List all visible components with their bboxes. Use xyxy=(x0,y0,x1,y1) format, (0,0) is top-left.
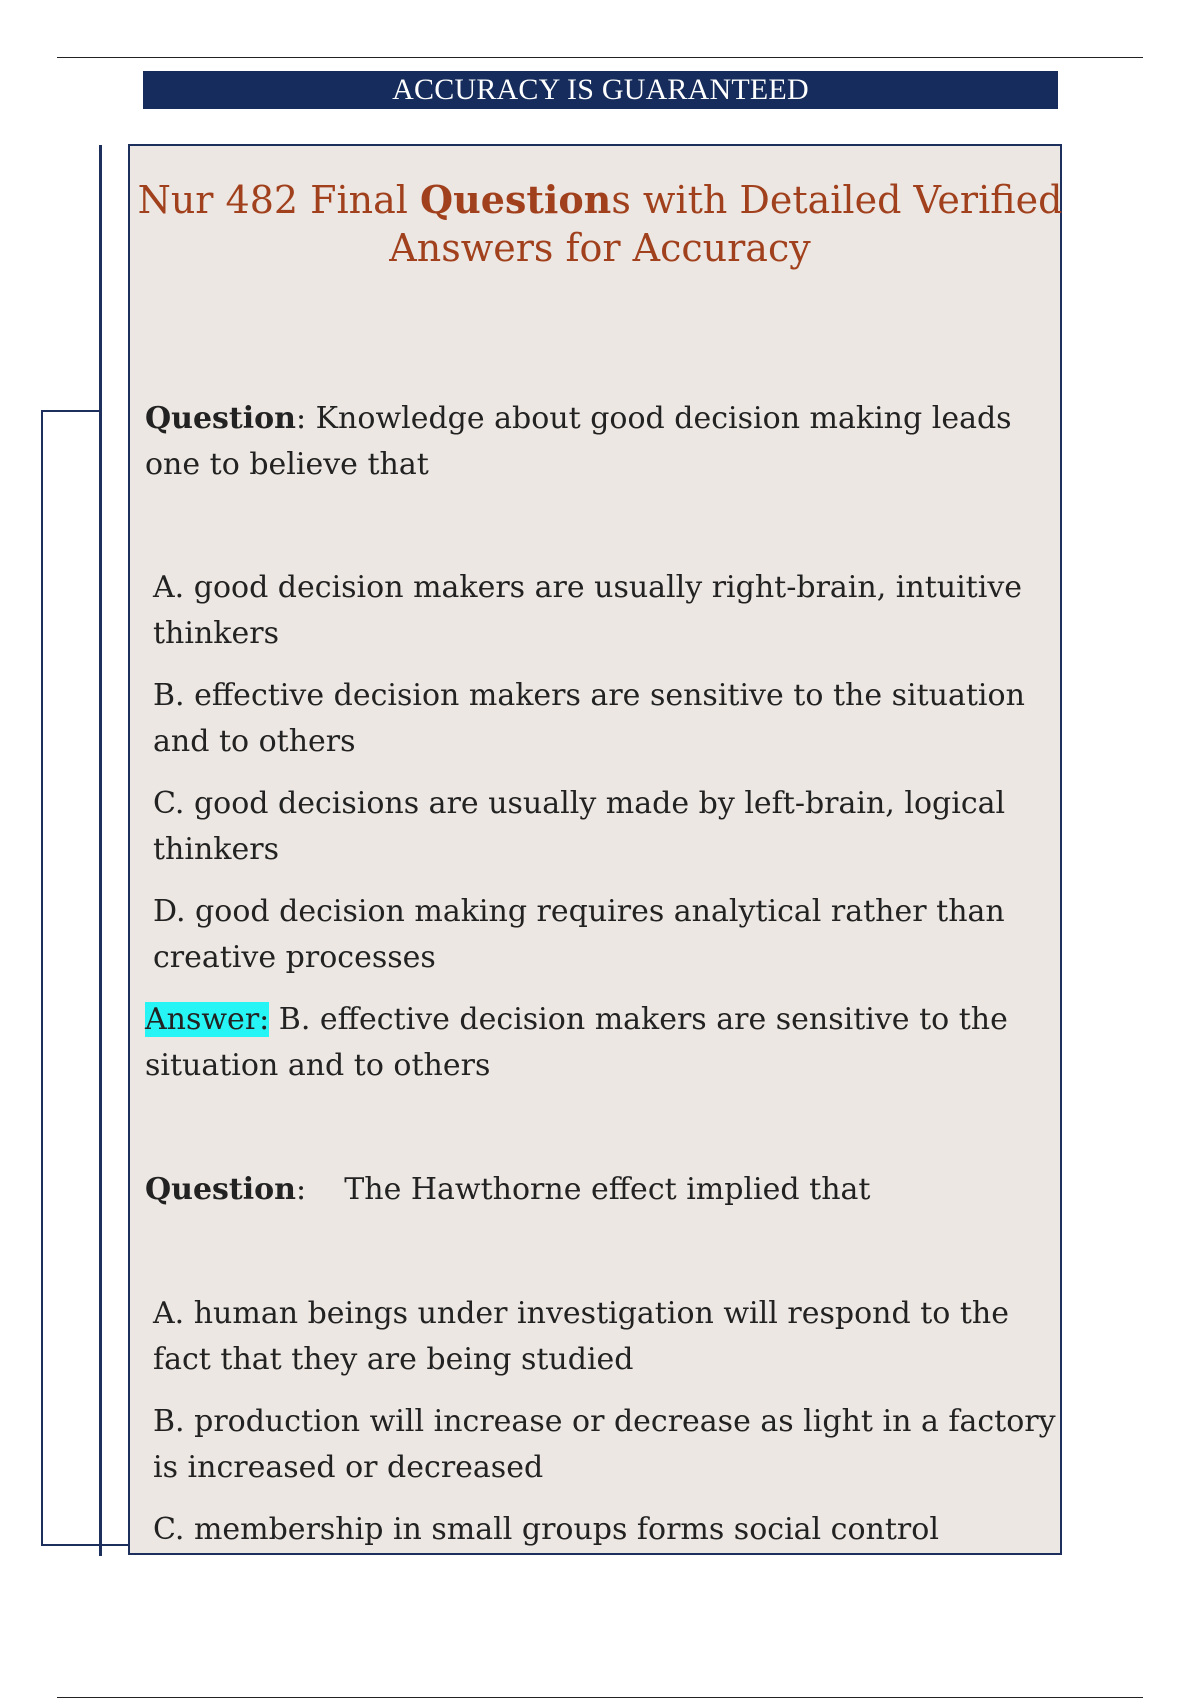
question-1-label: Question xyxy=(145,401,296,436)
bottom-rule xyxy=(57,1697,1143,1698)
answer-text: B. effective decision makers are sensitive to the situation and to others xyxy=(145,1002,1008,1083)
question-1-option-c: C. good decisions are usually made by left-brain, logical thinkers xyxy=(153,786,1006,867)
question-1 xyxy=(145,396,1060,488)
title-bold-word: Question xyxy=(420,177,612,222)
question-1-option-d: D. good decision making requires analytical rather than creative processes xyxy=(153,894,1005,975)
answer-label: Answer: xyxy=(145,1002,270,1037)
question-2-option-b: B. production will increase or decrease as light in a factory is increased or decreased xyxy=(153,1404,1056,1485)
title-suffix: s with Detailed Verified xyxy=(611,178,1063,222)
margin-bracket xyxy=(41,410,101,1546)
question-2 xyxy=(145,1167,1060,1213)
question-2-option-c: C. membership in small groups forms social control xyxy=(153,1512,939,1547)
title-line-2: Answers for Accuracy xyxy=(389,226,811,270)
accuracy-banner: ACCURACY IS GUARANTEED xyxy=(143,71,1058,109)
document-title xyxy=(0,176,1200,272)
question-2-text: The Hawthorne effect implied that xyxy=(306,1172,871,1207)
title-prefix: Nur 482 Final xyxy=(137,178,421,222)
top-rule xyxy=(57,57,1143,58)
question-1-answer xyxy=(145,997,1060,1089)
question-1-option-a: A. good decision makers are usually right-brain, intuitive thinkers xyxy=(153,570,1023,651)
question-2-sep: : xyxy=(296,1172,307,1207)
question-2-option-a: A. human beings under investigation will respond to the fact that they are being studied xyxy=(153,1296,1009,1377)
question-2-label: Question xyxy=(145,1172,296,1207)
question-1-option-b: B. effective decision makers are sensitive to the situation and to others xyxy=(153,678,1025,759)
question-1-sep: : xyxy=(296,401,307,436)
question-1-text: Knowledge about good decision making leads one to believe that xyxy=(145,401,1012,482)
title-line-1 xyxy=(0,176,1200,224)
